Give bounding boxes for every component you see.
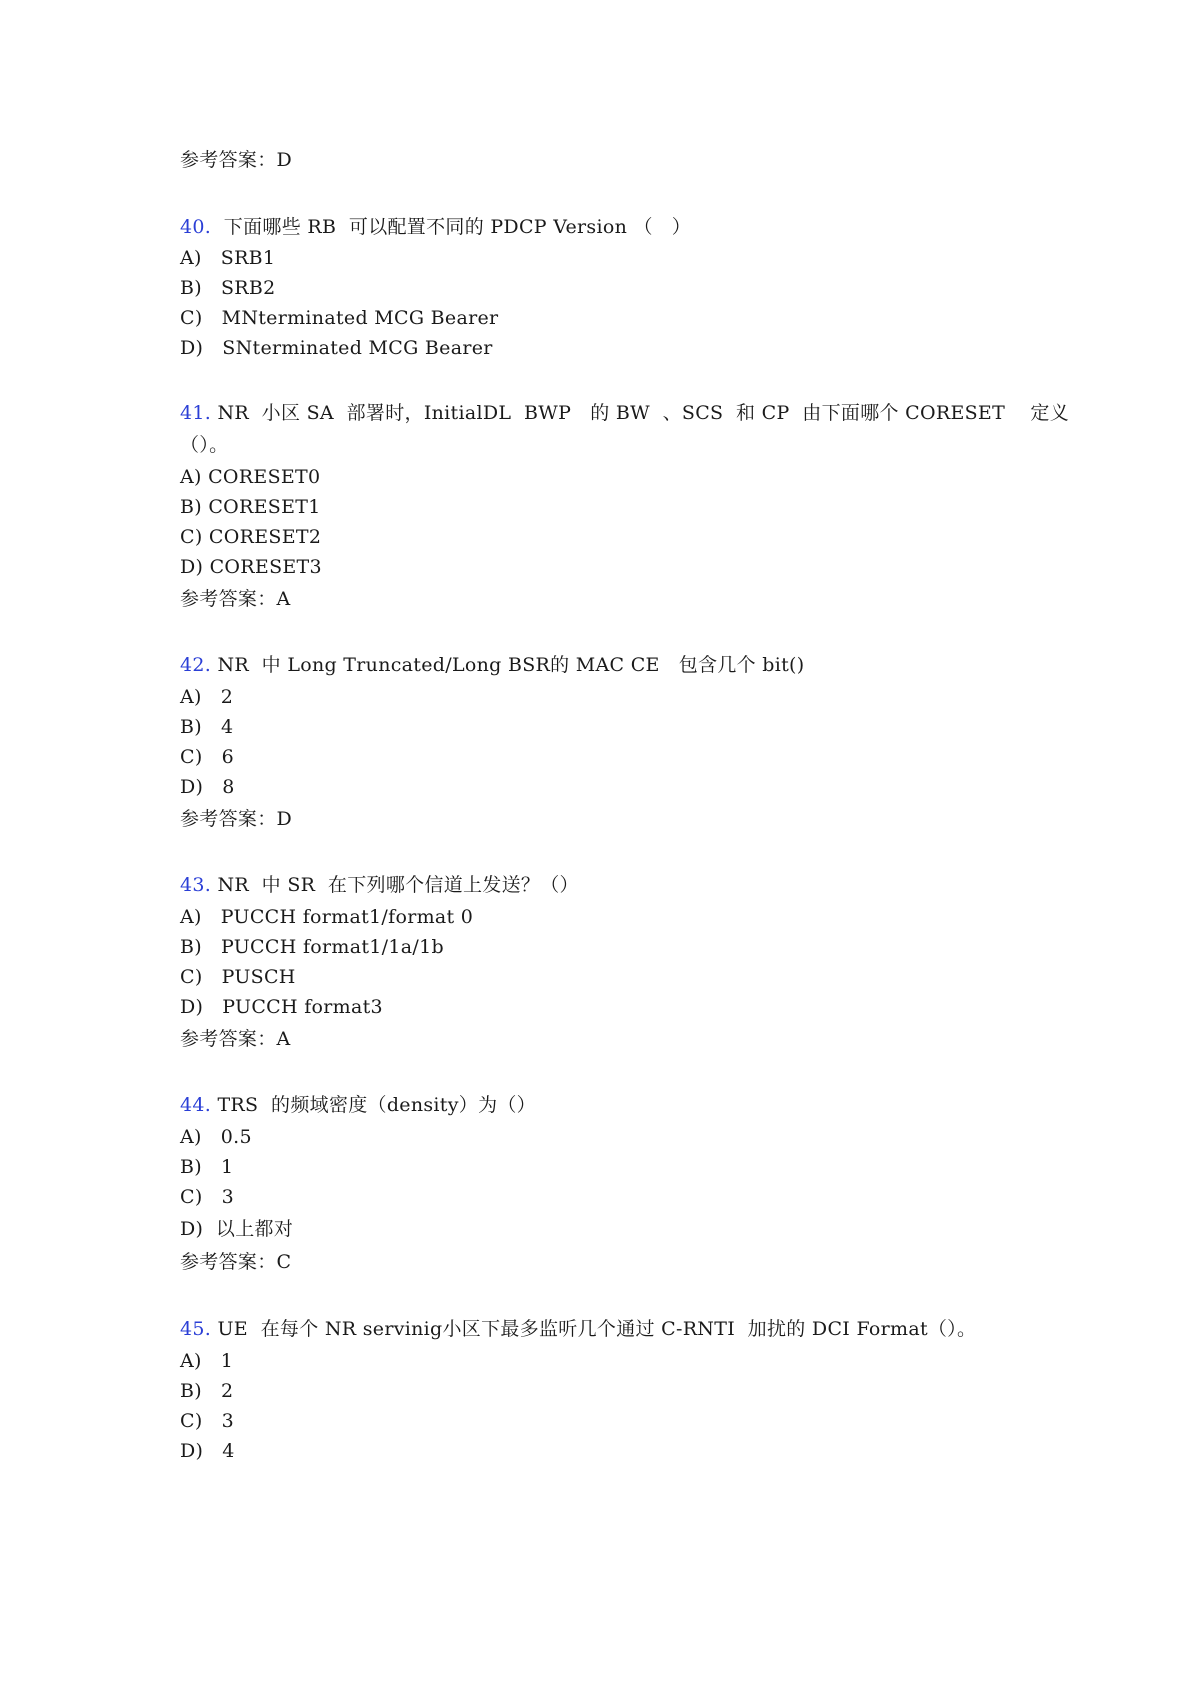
question-41	[180, 400, 1069, 426]
question-text-continued: （）。	[180, 434, 229, 456]
option-d: D) PUCCH format3	[180, 996, 383, 1018]
option-c: C) 3	[180, 1186, 234, 1208]
question-number: 43.	[180, 874, 212, 896]
question-text: NR 中 SR 在下列哪个信道上发送？（）	[211, 874, 579, 896]
question-number: 42.	[180, 654, 212, 676]
option-a: A) 0.5	[180, 1126, 252, 1148]
answer-q44: 参考答案：C	[180, 1251, 292, 1273]
answer-q39: 参考答案：D	[180, 149, 293, 171]
answer-q42: 参考答案：D	[180, 808, 293, 830]
question-text: 下面哪些 RB 可以配置不同的 PDCP Version （ ）	[211, 216, 692, 238]
option-c: C) CORESET2	[180, 526, 322, 548]
question-number: 45.	[180, 1318, 212, 1340]
option-a: A) 2	[180, 686, 234, 708]
option-b: B) 1	[180, 1156, 234, 1178]
question-number: 40.	[180, 216, 212, 238]
option-d: D) CORESET3	[180, 556, 322, 578]
option-a: A) PUCCH format1/format 0	[180, 906, 474, 928]
answer-q43: 参考答案：A	[180, 1028, 291, 1050]
option-c: C) MNterminated MCG Bearer	[180, 307, 499, 329]
option-b: B) PUCCH format1/1a/1b	[180, 936, 444, 958]
option-b: B) SRB2	[180, 277, 276, 299]
question-number: 41.	[180, 402, 212, 424]
question-text: TRS 的频域密度（density）为（）	[211, 1094, 536, 1116]
question-number: 44.	[180, 1094, 212, 1116]
question-text: UE 在每个 NR servinig小区下最多监听几个通过 C-RNTI 加扰的 DCI Format（）。	[211, 1318, 977, 1340]
option-a: A) CORESET0	[180, 466, 321, 488]
question-text: NR 中 Long Truncated/Long BSR的 MAC CE 包含几个 bit()	[211, 654, 805, 676]
option-b: B) 4	[180, 716, 234, 738]
option-a: A) 1	[180, 1350, 234, 1372]
option-c: C) 3	[180, 1410, 234, 1432]
option-a: A) SRB1	[180, 247, 276, 269]
option-d: D) SNterminated MCG Bearer	[180, 337, 493, 359]
option-d: D) 以上都对	[180, 1218, 294, 1240]
question-42	[180, 652, 805, 678]
option-b: B) 2	[180, 1380, 234, 1402]
question-44	[180, 1092, 536, 1118]
option-c: C) PUSCH	[180, 966, 296, 988]
question-45	[180, 1316, 976, 1342]
question-43	[180, 872, 579, 898]
option-d: D) 4	[180, 1440, 235, 1462]
option-c: C) 6	[180, 746, 234, 768]
question-text: NR 小区 SA 部署时，InitialDL BWP 的 BW 、SCS 和 CP 由下面哪个 CORESET 定义	[211, 402, 1070, 424]
option-d: D) 8	[180, 776, 235, 798]
option-b: B) CORESET1	[180, 496, 321, 518]
answer-q41: 参考答案：A	[180, 588, 291, 610]
question-40	[180, 214, 691, 240]
